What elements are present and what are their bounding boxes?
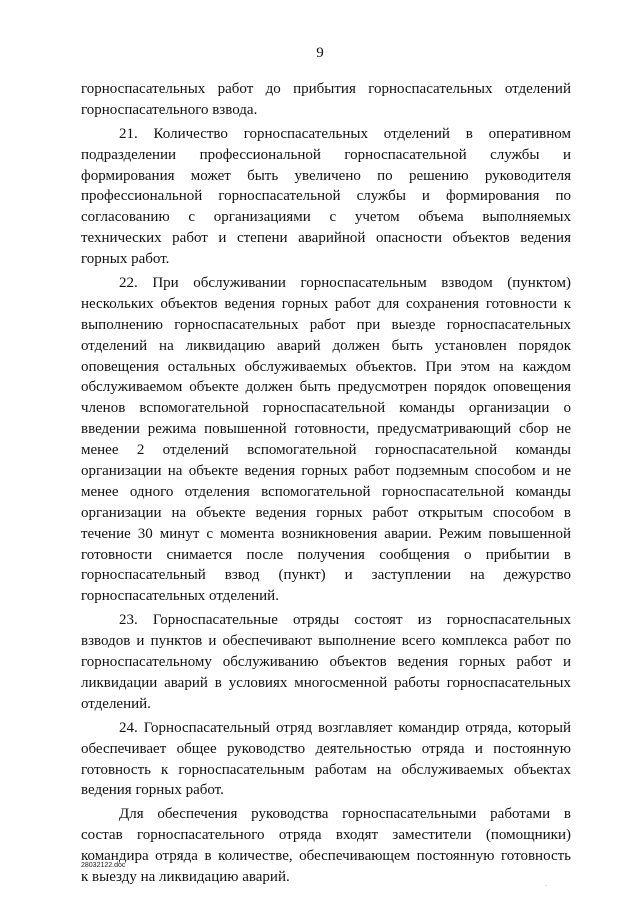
text-line: менее одного отделения вспомогательной горноспасательной команды — [81, 483, 571, 500]
paragraph-management-line: Для обеспечения руководства горноспасательными работами в — [119, 806, 571, 823]
text-line: организации на объекте ведения горных работ подземным способом и не — [81, 463, 571, 480]
text-line: к выезду на ликвидацию аварий. — [81, 868, 290, 885]
text-line: горных работ. — [81, 251, 170, 268]
text-line: профессиональной горноспасательной службы и формирования по — [81, 188, 571, 205]
text-line: отделений на ликвидацию аварий должен быть установлен порядок — [81, 337, 571, 354]
text-line: менее 2 отделений вспомогательной горноспасательной команды — [81, 442, 571, 459]
text-line: взводов и пунктов и обеспечивают выполнение всего комплекса работ по — [81, 633, 571, 650]
text-line: горноспасательных работ до прибытия горноспасательных отделений — [81, 81, 571, 97]
paragraph-22-line: 22. При обслуживании горноспасательным взводом (пунктом) — [119, 275, 571, 292]
page-number: 9 — [316, 45, 324, 61]
text-line: готовность к горноспасательным работам на обслуживаемых объектах — [81, 761, 571, 778]
paragraph-24-line: 24. Горноспасательный отряд возглавляет командир отряда, который — [119, 719, 571, 736]
text-line: состав горноспасательного отряда входят заместители (помощники) — [81, 827, 571, 844]
text-line: ликвидации аварий в условиях многосменной работы горноспасательных — [81, 674, 571, 691]
text-line: формирования может быть увеличено по решению руководителя — [81, 167, 571, 184]
text-line: членов вспомогательной горноспасательной команды организации о — [81, 400, 571, 417]
text-line: организации на объекте ведения горных работ открытым способом в — [81, 504, 571, 521]
text-line: технических работ и степени аварийной опасности объектов ведения — [81, 230, 571, 247]
text-line: обеспечивает общее руководство деятельностью отряда и постоянную — [81, 740, 571, 757]
text-line: течение 30 минут с момента возникновения аварии. Режим повышенной — [81, 525, 571, 542]
paragraph-21-line: 21. Количество горноспасательных отделений в оперативном — [119, 125, 571, 142]
text-line: горноспасательный взвод (пункт) и заступлении на дежурство — [81, 567, 571, 584]
text-line: готовности снимается после получения сообщения о прибытии в — [81, 546, 571, 563]
text-line: отделений. — [81, 695, 151, 712]
text-line: командира отряда в количестве, обеспечивающем постоянную готовность — [81, 848, 571, 865]
text-line: горноспасательному обслуживанию объектов ведения горных работ и — [81, 654, 571, 671]
text-line: введении режима повышенной готовности, предусматривающий сбор не — [81, 421, 571, 438]
text-line: обслуживаемом объекте должен быть предусмотрен порядок оповещения — [81, 379, 571, 396]
text-line: горноспасательных отделений. — [81, 588, 279, 605]
text-line: нескольких объектов ведения горных работ для сохранения готовности к — [81, 295, 571, 312]
footer-file-reference: 28032122.doc — [81, 862, 126, 869]
text-line: согласованию с организациями с учетом объема выполняемых — [81, 209, 571, 226]
text-line: горноспасательного взвода. — [81, 101, 258, 118]
text-line: выполнению горноспасательных работ при выезде горноспасательных — [81, 316, 571, 333]
text-line: ведения горных работ. — [81, 782, 224, 799]
text-line: оповещения остальных обслуживаемых объектов. При этом на каждом — [81, 358, 571, 375]
document-body — [81, 79, 571, 888]
text-line: подразделении профессиональной горноспасательной службы и — [81, 146, 571, 163]
footer-mark: . — [545, 880, 547, 888]
paragraph-23-line: 23. Горноспасательные отряды состоят из горноспасательных — [119, 612, 571, 629]
